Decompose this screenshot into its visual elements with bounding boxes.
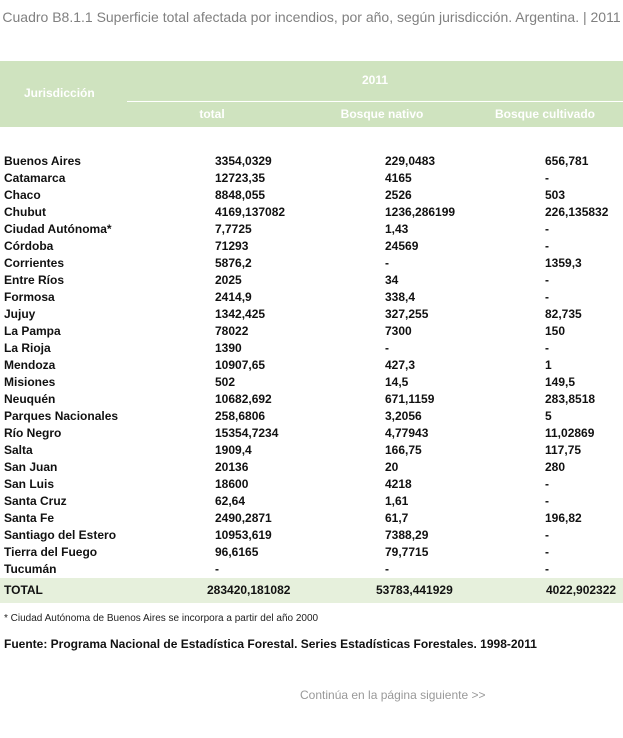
- cell-bosque-cultivado: -: [545, 273, 549, 287]
- cell-bosque-nativo: 4165: [385, 171, 412, 185]
- table-row: [0, 561, 623, 578]
- table-row: [0, 204, 623, 221]
- cell-total: 71293: [215, 239, 249, 253]
- table-row: [0, 323, 623, 340]
- cell-bosque-nativo: 1236,286199: [385, 205, 456, 219]
- cell-jurisdiccion: Neuquén: [4, 392, 56, 406]
- cell-bosque-cultivado: -: [545, 562, 549, 576]
- table-row: [0, 476, 623, 493]
- cell-bosque-cultivado: -: [545, 171, 549, 185]
- header-year: 2011: [361, 73, 389, 87]
- table-row: [0, 340, 623, 357]
- cell-bosque-cultivado: 226,135832: [545, 205, 609, 219]
- cell-bosque-cultivado: -: [545, 477, 549, 491]
- total-value-total: 283420,181082: [207, 583, 291, 597]
- cell-jurisdiccion: Formosa: [4, 290, 55, 304]
- table-row: [0, 408, 623, 425]
- cell-jurisdiccion: Jujuy: [4, 307, 36, 321]
- cell-total: 2025: [215, 273, 242, 287]
- header-bosque-nativo: Bosque nativo: [340, 107, 424, 121]
- cell-bosque-nativo: 327,255: [385, 307, 429, 321]
- cell-bosque-nativo: -: [385, 256, 389, 270]
- table-row: [0, 357, 623, 374]
- cell-total: 5876,2: [215, 256, 252, 270]
- cell-bosque-cultivado: 117,75: [545, 443, 582, 457]
- cell-jurisdiccion: Entre Ríos: [4, 273, 65, 287]
- table-row: [0, 510, 623, 527]
- cell-bosque-nativo: 79,7715: [385, 545, 429, 559]
- table-row: [0, 374, 623, 391]
- cell-jurisdiccion: Santiago del Estero: [4, 528, 117, 542]
- table-row: [0, 170, 623, 187]
- cell-jurisdiccion: Buenos Aires: [4, 154, 81, 168]
- cell-total: 10907,65: [215, 358, 266, 372]
- cell-bosque-cultivado: -: [545, 222, 549, 236]
- cell-bosque-cultivado: 1359,3: [545, 256, 582, 270]
- cell-bosque-nativo: 229,0483: [385, 154, 436, 168]
- cell-total: 7,7725: [215, 222, 252, 236]
- cell-total: 18600: [215, 477, 249, 491]
- cell-jurisdiccion: Chubut: [4, 205, 46, 219]
- cell-bosque-nativo: 7300: [385, 324, 412, 338]
- continue-link[interactable]: Continúa en la página siguiente >>: [300, 688, 486, 702]
- cell-bosque-nativo: 20: [385, 460, 399, 474]
- cell-bosque-nativo: 24569: [385, 239, 419, 253]
- cell-bosque-nativo: 34: [385, 273, 399, 287]
- table-row: [0, 527, 623, 544]
- cell-total: 2414,9: [215, 290, 252, 304]
- header-jurisdiccion: Jurisdicción: [24, 86, 95, 100]
- source-text: Fuente: Programa Nacional de Estadística Forestal. Series Estadísticas Forestales. 1998-2011: [4, 637, 537, 651]
- cell-bosque-cultivado: -: [545, 545, 549, 559]
- total-value-cultivado: 4022,902322: [546, 583, 617, 597]
- cell-total: 8848,055: [215, 188, 266, 202]
- cell-bosque-cultivado: -: [545, 239, 549, 253]
- cell-total: 12723,35: [215, 171, 266, 185]
- cell-bosque-cultivado: 5: [545, 409, 552, 423]
- cell-jurisdiccion: Parques Nacionales: [4, 409, 119, 423]
- cell-total: 1390: [215, 341, 242, 355]
- cell-total: -: [215, 562, 219, 576]
- table-row: [0, 272, 623, 289]
- cell-bosque-nativo: 166,75: [385, 443, 422, 457]
- total-row: [0, 578, 623, 603]
- cell-total: 4169,137082: [215, 205, 286, 219]
- cell-jurisdiccion: Santa Cruz: [4, 494, 67, 508]
- table-row: [0, 221, 623, 238]
- cell-jurisdiccion: La Pampa: [4, 324, 61, 338]
- table-body: [0, 153, 623, 578]
- cell-jurisdiccion: Salta: [4, 443, 33, 457]
- footnote: * Ciudad Autónoma de Buenos Aires se incorpora a partir del año 2000: [4, 613, 319, 624]
- cell-jurisdiccion: Ciudad Autónoma*: [4, 222, 112, 236]
- cell-jurisdiccion: Corrientes: [4, 256, 65, 270]
- cell-jurisdiccion: Córdoba: [4, 239, 54, 253]
- header-divider: [127, 101, 623, 102]
- cell-bosque-cultivado: 283,8518: [545, 392, 596, 406]
- cell-total: 20136: [215, 460, 249, 474]
- cell-total: 62,64: [215, 494, 246, 508]
- table-header: [0, 61, 623, 127]
- cell-bosque-nativo: 1,43: [385, 222, 409, 236]
- cell-jurisdiccion: Tucumán: [4, 562, 57, 576]
- total-label: TOTAL: [4, 583, 43, 597]
- cell-total: 258,6806: [215, 409, 266, 423]
- cell-bosque-nativo: 671,1159: [385, 392, 435, 406]
- cell-bosque-nativo: 7388,29: [385, 528, 429, 542]
- cell-bosque-cultivado: 1: [545, 358, 552, 372]
- cell-total: 10682,692: [215, 392, 272, 406]
- header-total: total: [199, 107, 225, 121]
- cell-jurisdiccion: Tierra del Fuego: [4, 545, 98, 559]
- cell-bosque-cultivado: 150: [545, 324, 566, 338]
- table-row: [0, 187, 623, 204]
- cell-total: 96,6165: [215, 545, 259, 559]
- cell-bosque-cultivado: 196,82: [545, 511, 582, 525]
- table-row: [0, 442, 623, 459]
- cell-bosque-nativo: 4,77943: [385, 426, 429, 440]
- cell-jurisdiccion: Santa Fe: [4, 511, 55, 525]
- cell-total: 502: [215, 375, 236, 389]
- table-row: [0, 544, 623, 561]
- cell-jurisdiccion: Catamarca: [4, 171, 66, 185]
- cell-bosque-nativo: -: [385, 341, 389, 355]
- cell-bosque-nativo: -: [385, 562, 389, 576]
- cell-total: 10953,619: [215, 528, 272, 542]
- cell-jurisdiccion: San Juan: [4, 460, 58, 474]
- table-row: [0, 255, 623, 272]
- cell-total: 78022: [215, 324, 249, 338]
- cell-bosque-cultivado: -: [545, 494, 549, 508]
- cell-bosque-nativo: 338,4: [385, 290, 416, 304]
- cell-total: 1342,425: [215, 307, 266, 321]
- table-row: [0, 391, 623, 408]
- cell-bosque-cultivado: 656,781: [545, 154, 589, 168]
- cell-bosque-cultivado: 280: [545, 460, 566, 474]
- table-row: [0, 289, 623, 306]
- cell-jurisdiccion: Misiones: [4, 375, 56, 389]
- cell-total: 2490,2871: [215, 511, 272, 525]
- cell-bosque-cultivado: 149,5: [545, 375, 576, 389]
- cell-bosque-cultivado: -: [545, 341, 549, 355]
- cell-jurisdiccion: Río Negro: [4, 426, 62, 440]
- table-row: [0, 238, 623, 255]
- cell-total: 3354,0329: [215, 154, 272, 168]
- cell-jurisdiccion: San Luis: [4, 477, 55, 491]
- cell-bosque-nativo: 61,7: [385, 511, 409, 525]
- table-row: [0, 459, 623, 476]
- cell-jurisdiccion: La Rioja: [4, 341, 51, 355]
- cell-bosque-nativo: 3,2056: [385, 409, 422, 423]
- cell-bosque-cultivado: -: [545, 528, 549, 542]
- cell-bosque-nativo: 4218: [385, 477, 412, 491]
- cell-bosque-cultivado: 503: [545, 188, 566, 202]
- total-value-nativo: 53783,441929: [376, 583, 453, 597]
- table-row: [0, 306, 623, 323]
- cell-bosque-cultivado: 11,02869: [545, 426, 595, 440]
- cell-bosque-nativo: 427,3: [385, 358, 416, 372]
- cell-total: 15354,7234: [215, 426, 279, 440]
- cell-bosque-cultivado: 82,735: [545, 307, 582, 321]
- cell-jurisdiccion: Chaco: [4, 188, 41, 202]
- cell-total: 1909,4: [215, 443, 252, 457]
- cell-bosque-nativo: 1,61: [385, 494, 409, 508]
- cell-bosque-nativo: 14,5: [385, 375, 409, 389]
- page-title: Cuadro B8.1.1 Superficie total afectada por incendios, por año, según jurisdicción. Argentina. | 2011: [2, 9, 621, 25]
- table-row: [0, 425, 623, 442]
- cell-jurisdiccion: Mendoza: [4, 358, 56, 372]
- table-row: [0, 493, 623, 510]
- header-bosque-cultivado: Bosque cultivado: [494, 107, 595, 121]
- cell-bosque-nativo: 2526: [385, 188, 412, 202]
- table-row: [0, 153, 623, 170]
- cell-bosque-cultivado: -: [545, 290, 549, 304]
